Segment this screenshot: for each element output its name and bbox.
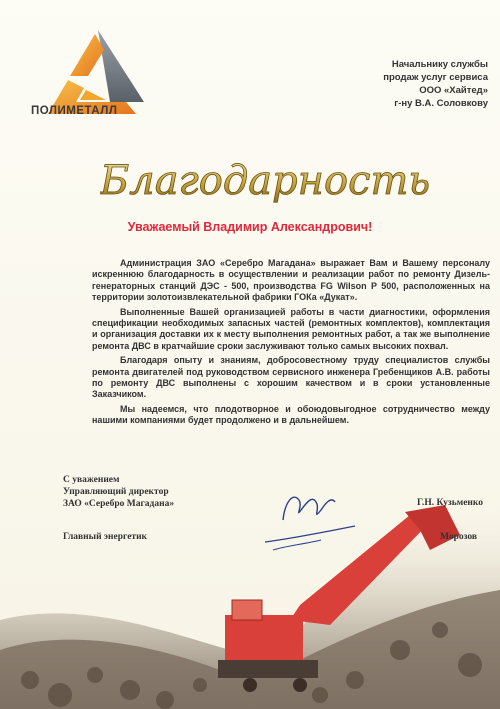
addressee-line: г-ну В.А. Соловкову <box>394 98 488 109</box>
addressee-line: Начальнику службы <box>391 59 488 70</box>
director-name: Г.Н. Кузьменко <box>417 498 483 508</box>
addressee-line: продаж услуг сервиса <box>383 72 488 83</box>
paragraph: Мы надеемся, что плодотворное и обоюдовыгодное сотрудничество между нашими компаниями будет продолжено и в дальнейшем. <box>92 403 490 426</box>
document-title <box>100 150 430 210</box>
paragraph: Выполненные Вашей организацией работы в части диагностики, оформления спецификации необходимых запасных частей (ремонтных комплектов), комплектация и организация доставки их к месту выполнения ремонтных работ, а так же выполнение ремонта ДВС в кратчайшие сроки заслуживают только самых высоких похвал. <box>92 306 490 351</box>
greeting: Уважаемый Владимир Александрович! <box>127 220 373 234</box>
paragraph: Благодаря опыту и знаниям, добросовестному труду специалистов службы ремонта двигателей под руководством сервисного инженера Гребенщиков А.В. работы по ремонту ДВС выполнены с хорошим качеством и в сроки установленные Заказчиком. <box>92 355 490 400</box>
addressee-line: ООО «Хайтед» <box>419 85 488 96</box>
letter-body <box>92 258 490 430</box>
paragraph: Администрация ЗАО «Серебро Магадана» выражает Вам и Вашему персоналу искреннюю благодарность в осуществлении и реализации работ по ремонту Дизель-генераторных станций ДЭС - 500, производства FG Wilson P 500, расположенных на территории золотоизвлекательной фабрики ГОКа «Дукат». <box>92 258 490 303</box>
energetic-name: Морозов <box>440 532 478 542</box>
title-text: Благодарность <box>100 158 430 204</box>
regards-text: С уважением <box>63 475 120 485</box>
addressee-block <box>288 58 488 110</box>
energetic-title: Главный энергетик <box>63 532 148 542</box>
signer-company: ЗАО «Серебро Магадана» <box>63 499 175 509</box>
signer-position: Управляющий директор <box>63 487 169 497</box>
signature-block <box>63 474 174 510</box>
handwritten-signature-icon <box>255 480 365 560</box>
company-logo-text: ПОЛИМЕТАЛЛ <box>31 105 118 117</box>
